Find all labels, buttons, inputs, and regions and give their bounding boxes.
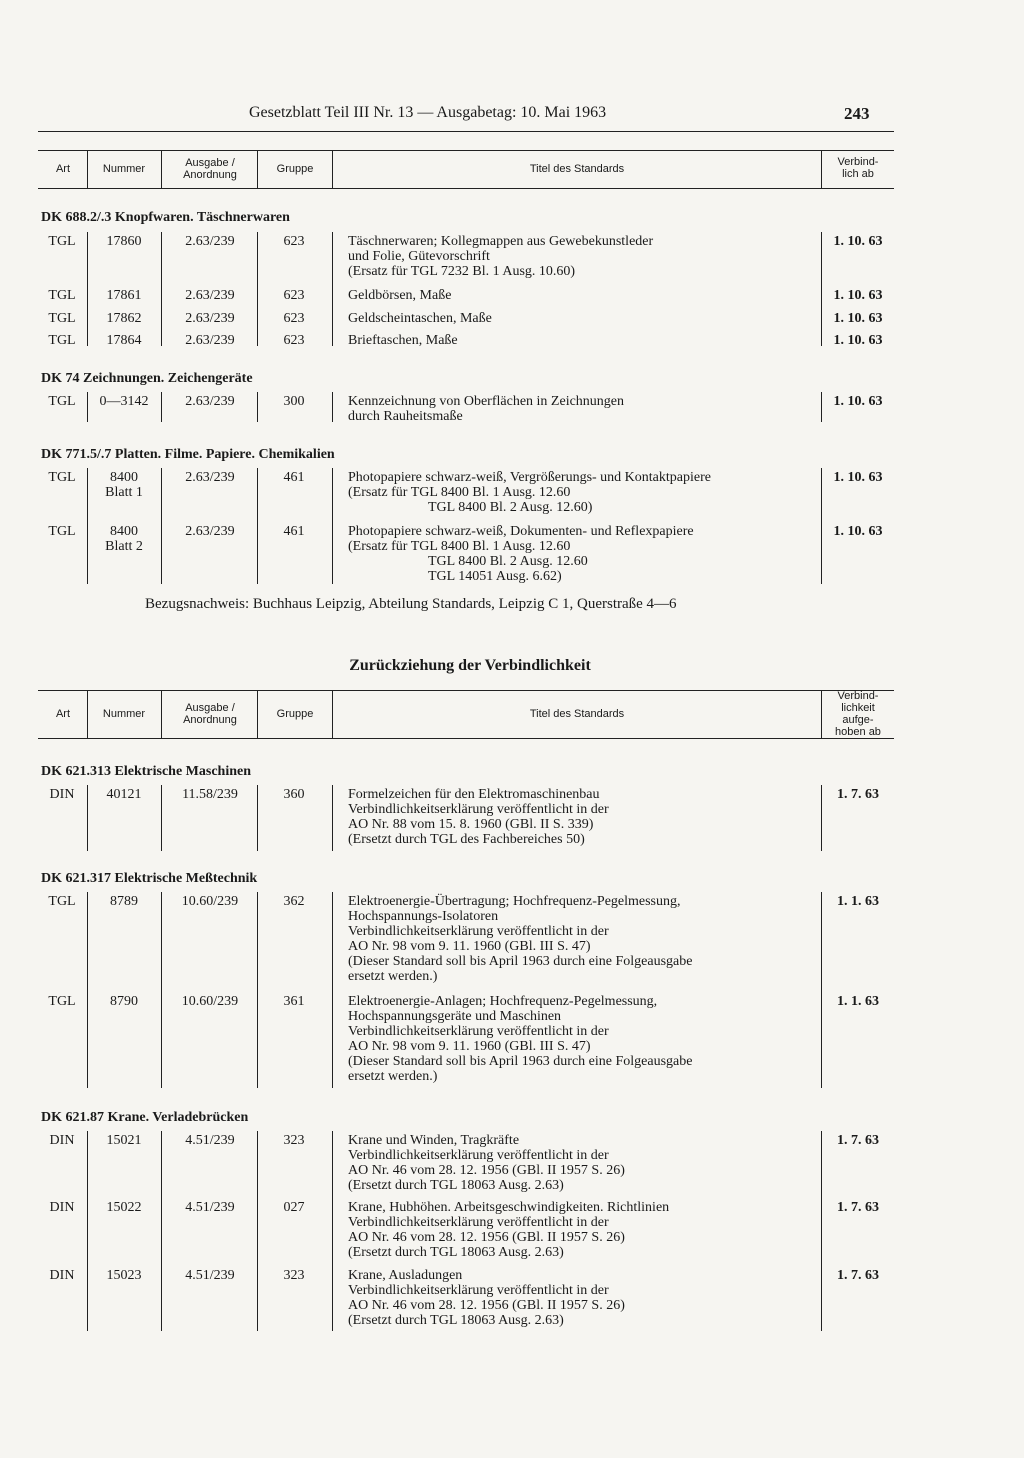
col-art: Art xyxy=(55,708,71,720)
col-gruppe: Gruppe xyxy=(276,163,314,175)
col-art: Art xyxy=(55,163,71,175)
table2-head-rule xyxy=(38,738,894,739)
section-heading: DK 771.5/.7 Platten. Filme. Papiere. Chemikalien xyxy=(41,447,335,462)
section-heading: DK 621.87 Krane. Verladebrücken xyxy=(41,1110,249,1125)
header-rule xyxy=(38,131,894,132)
col-titel: Titel des Standards xyxy=(529,163,625,175)
table1-head-rule xyxy=(38,188,894,189)
col-gruppe: Gruppe xyxy=(276,708,314,720)
bezugsnachweis: Bezugsnachweis: Buchhaus Leipzig, Abteilung Standards, Leipzig C 1, Querstraße 4—6 xyxy=(145,596,677,612)
section-title-zurueckziehung: Zurückziehung der Verbindlichkeit xyxy=(349,657,591,674)
col-ausgabe: Ausgabe / Anordnung xyxy=(183,702,237,726)
table2-top-rule xyxy=(38,690,894,691)
table1-top-rule xyxy=(38,150,894,151)
col-nummer: Nummer xyxy=(102,163,146,175)
section-heading: DK 74 Zeichnungen. Zeichengeräte xyxy=(41,371,253,386)
col-titel: Titel des Standards xyxy=(529,708,625,720)
section-heading: DK 688.2/.3 Knopfwaren. Täschnerwaren xyxy=(41,210,290,225)
col-ausgabe: Ausgabe / Anordnung xyxy=(183,157,237,181)
section-heading: DK 621.313 Elektrische Maschinen xyxy=(41,764,251,779)
section-heading: DK 621.317 Elektrische Meßtechnik xyxy=(41,871,258,886)
page-header-title: Gesetzblatt Teil III Nr. 13 — Ausgabetag: 10. Mai 1963 xyxy=(249,104,607,121)
col-verbindlichkeit-aufgehoben: Verbind- lichkeit aufge- hoben ab xyxy=(835,690,881,738)
col-verbindlich: Verbind- lich ab xyxy=(837,156,879,180)
page-number: 243 xyxy=(844,104,870,123)
col-nummer: Nummer xyxy=(102,708,146,720)
